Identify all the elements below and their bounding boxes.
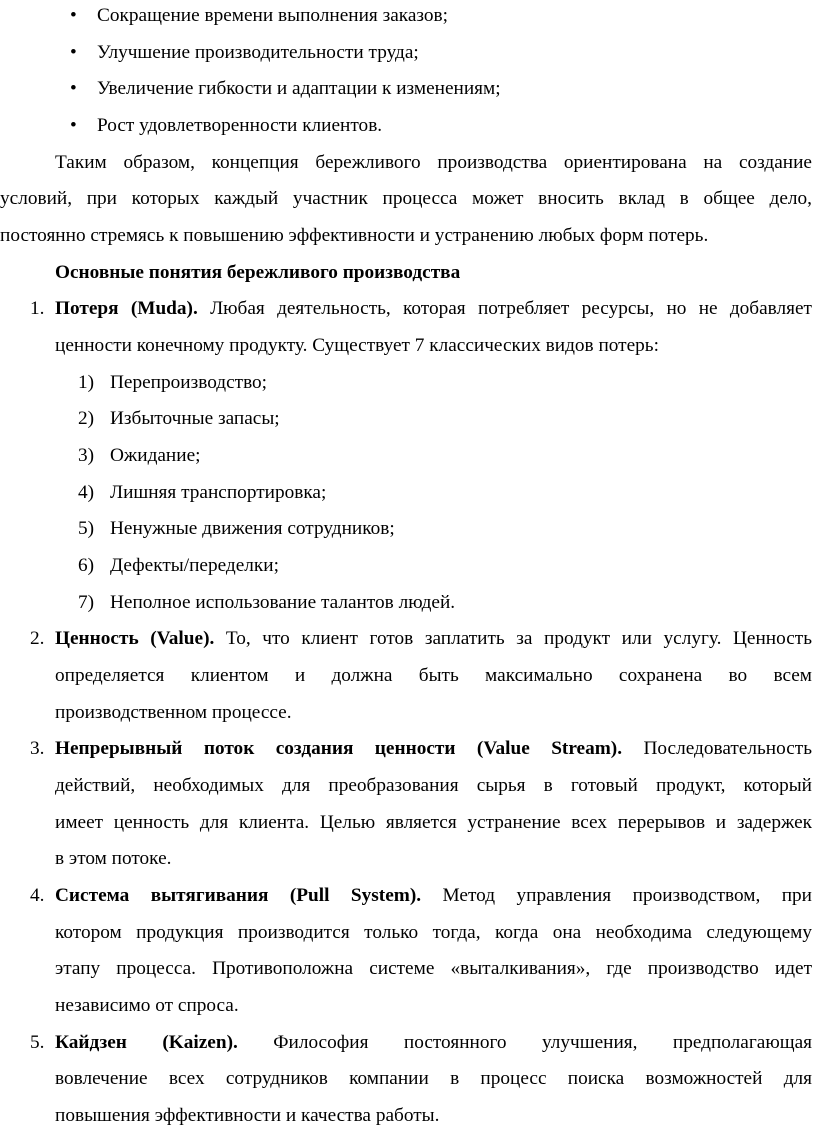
item-text: имеет ценность для клиента. Целью является устранение всех перерывов и задержек [55,811,812,833]
loss-number: 5) [78,518,95,540]
numbered-item-line [0,695,812,732]
item-text: ценности конечному продукту. Существует 7 классических видов потерь: [55,335,659,357]
loss-text: Избыточные запасы; [110,408,280,430]
numbered-item-line [0,805,812,842]
section-heading: Основные понятия бережливого производства [55,261,461,283]
numbered-item-line [0,1098,812,1135]
bullet-item [0,0,812,35]
item-title: Система вытягивания (Pull System). [55,885,422,907]
bullet-icon: • [70,78,77,100]
item-title: Потеря (Muda). [55,298,198,320]
loss-text: Дефекты/переделки; [110,555,279,577]
loss-number: 2) [78,408,95,430]
numbered-item-line [0,768,812,805]
loss-number: 4) [78,481,95,503]
item-text: Философия постоянного улучшения, предполагающая [237,1031,812,1053]
item-text: этапу процесса. Противоположна системе «выталкивания», где производство идет [55,958,812,980]
paragraph-line: условий, при которых каждый участник процесса может вносить вклад в общее дело, [0,188,812,210]
item-text: Метод управления производством, при [421,885,812,907]
loss-item [0,438,812,475]
loss-item [0,585,812,622]
item-text: Любая деятельность, которая потребляет ресурсы, но не добавляет [197,298,812,320]
item-text: независимо от спроса. [55,995,239,1017]
item-text: Последовательность [622,738,812,760]
loss-text: Перепроизводство; [110,371,268,393]
loss-item [0,511,812,548]
item-number: 2. [30,628,45,650]
bullet-icon: • [70,41,77,63]
item-number: 5. [30,1031,45,1053]
numbered-item-line [0,988,812,1025]
item-number: 3. [30,738,45,760]
bullet-icon: • [70,115,77,137]
bullet-item [0,71,812,108]
loss-number: 1) [78,371,95,393]
numbered-item-line [0,731,812,768]
numbered-item-line [0,841,812,878]
item-text: То, что клиент готов заплатить за продукт или услугу. Ценность [214,628,812,650]
loss-text: Ненужные движения сотрудников; [110,518,395,540]
loss-item [0,548,812,585]
item-text: повышения эффективности и качества работы. [55,1105,440,1127]
item-title: Ценность (Value). [55,628,215,650]
loss-number: 7) [78,591,95,613]
item-text: определяется клиентом и должна быть максимально сохранена во всем [55,665,812,687]
item-text: производственном процессе. [55,701,292,723]
numbered-item-line [0,621,812,658]
loss-item [0,401,812,438]
numbered-item-line [0,1061,812,1098]
numbered-item-line [0,951,812,988]
numbered-item-line [0,1025,812,1062]
loss-text: Ожидание; [110,445,201,467]
loss-item [0,475,812,512]
loss-text: Неполное использование талантов людей. [110,591,456,613]
bullet-icon: • [70,5,77,26]
paragraph-line: постоянно стремясь к повышению эффективности и устранению любых форм потерь. [0,225,709,247]
item-title: Кайдзен (Kaizen). [55,1031,238,1053]
bullet-text: Увеличение гибкости и адаптации к изменениям; [97,78,501,100]
loss-number: 3) [78,445,95,467]
item-number: 1. [30,298,45,320]
paragraph-line: Таким образом, концепция бережливого производства ориентирована на создание [55,151,812,173]
numbered-item-line [0,291,812,328]
loss-text: Лишняя транспортировка; [110,481,327,503]
numbered-item-line [0,328,812,365]
loss-number: 6) [78,555,95,577]
bullet-text: Рост удовлетворенности клиентов. [97,115,383,137]
numbered-item-line [0,915,812,952]
item-text: вовлечение всех сотрудников компании в процесс поиска возможностей для [55,1068,812,1090]
bullet-item [0,35,812,72]
item-text: действий, необходимых для преобразования сырья в готовый продукт, который [55,775,812,797]
item-text: котором продукция производится только тогда, когда она необходима следующему [55,921,812,943]
item-number: 4. [30,885,45,907]
loss-item [0,365,812,402]
bullet-item [0,108,812,145]
numbered-item-line [0,658,812,695]
numbered-item-line [0,878,812,915]
bullet-text: Улучшение производительности труда; [97,41,419,63]
bullet-text: Сокращение времени выполнения заказов; [97,5,449,26]
item-title: Непрерывный поток создания ценности (Value Stream). [55,738,623,760]
item-text: в этом потоке. [55,848,172,870]
